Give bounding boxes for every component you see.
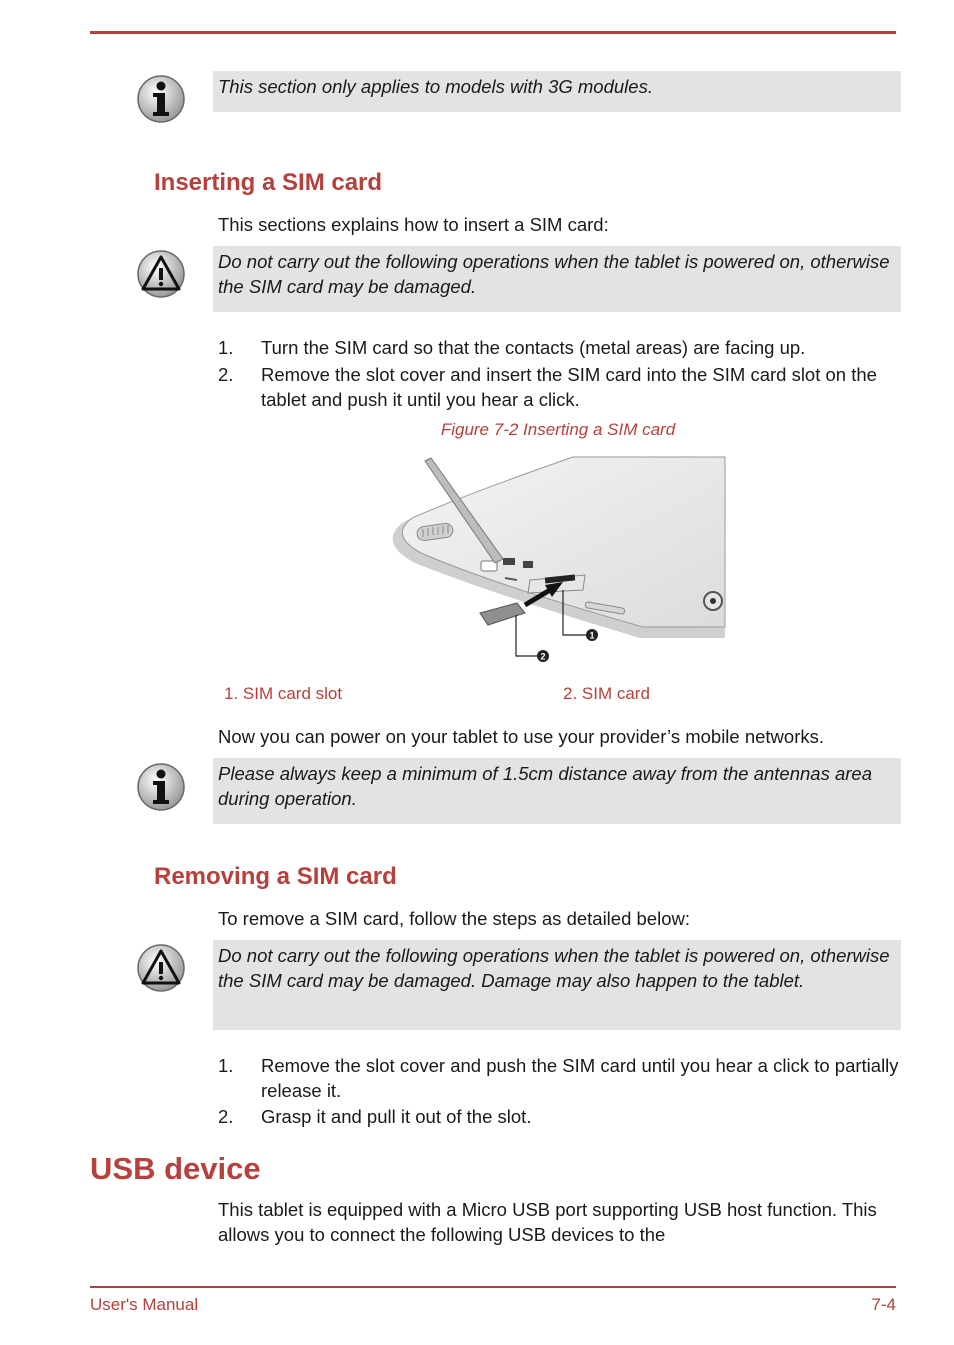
note-box: Please always keep a minimum of 1.5cm distance away from the antennas area during operation. <box>213 758 901 824</box>
chapter-heading: USB device <box>90 1151 261 1186</box>
step-number: 1. <box>218 1055 234 1076</box>
footer-title: User's Manual <box>90 1295 199 1314</box>
paragraph: This sections explains how to insert a SIM card: <box>218 214 609 235</box>
paragraph: Now you can power on your tablet to use your provider’s mobile networks. <box>218 726 825 747</box>
step-text: Remove the slot cover and push the SIM card until you hear a click to partially release it. <box>261 1055 899 1101</box>
paragraph: To remove a SIM card, follow the steps as detailed below: <box>218 908 690 929</box>
section-heading: Removing a SIM card <box>154 863 397 890</box>
note-box: This section only applies to models with 3G modules. <box>213 71 901 112</box>
warning-icon <box>136 943 186 993</box>
info-icon <box>136 74 186 124</box>
step-text: Turn the SIM card so that the contacts (metal areas) are facing up. <box>261 337 806 358</box>
legend-item: 2. SIM card <box>563 684 650 703</box>
callout-1-label: 1 <box>589 630 595 641</box>
step-text: Remove the slot cover and insert the SIM card into the SIM card slot on the tablet and push it until you hear a click. <box>261 364 877 410</box>
legend-item: 1. SIM card slot <box>224 684 343 703</box>
callout-2-label: 2 <box>540 651 546 662</box>
warning-icon <box>136 249 186 299</box>
footer-rule <box>90 1286 896 1288</box>
header-rule <box>90 31 896 34</box>
section-heading: Inserting a SIM card <box>154 169 383 196</box>
caution-box: Do not carry out the following operations when the tablet is powered on, otherwise the SIM card may be damaged. <box>213 246 901 312</box>
figure-caption: Figure 7-2 Inserting a SIM card <box>440 420 676 439</box>
page-number: 7-4 <box>871 1295 896 1314</box>
step-number: 1. <box>218 337 234 358</box>
step-text: Grasp it and pull it out of the slot. <box>261 1106 532 1127</box>
step-number: 2. <box>218 364 234 385</box>
caution-box: Do not carry out the following operations when the tablet is powered on, otherwise the SIM card may be damaged. Damage may also happen to the tablet. <box>213 940 901 1030</box>
sim-card-illustration <box>385 455 730 670</box>
step-number: 2. <box>218 1106 234 1127</box>
paragraph: This tablet is equipped with a Micro USB port supporting USB host function. This allows you to connect the following USB devices to the <box>218 1199 877 1245</box>
info-icon <box>136 762 186 812</box>
